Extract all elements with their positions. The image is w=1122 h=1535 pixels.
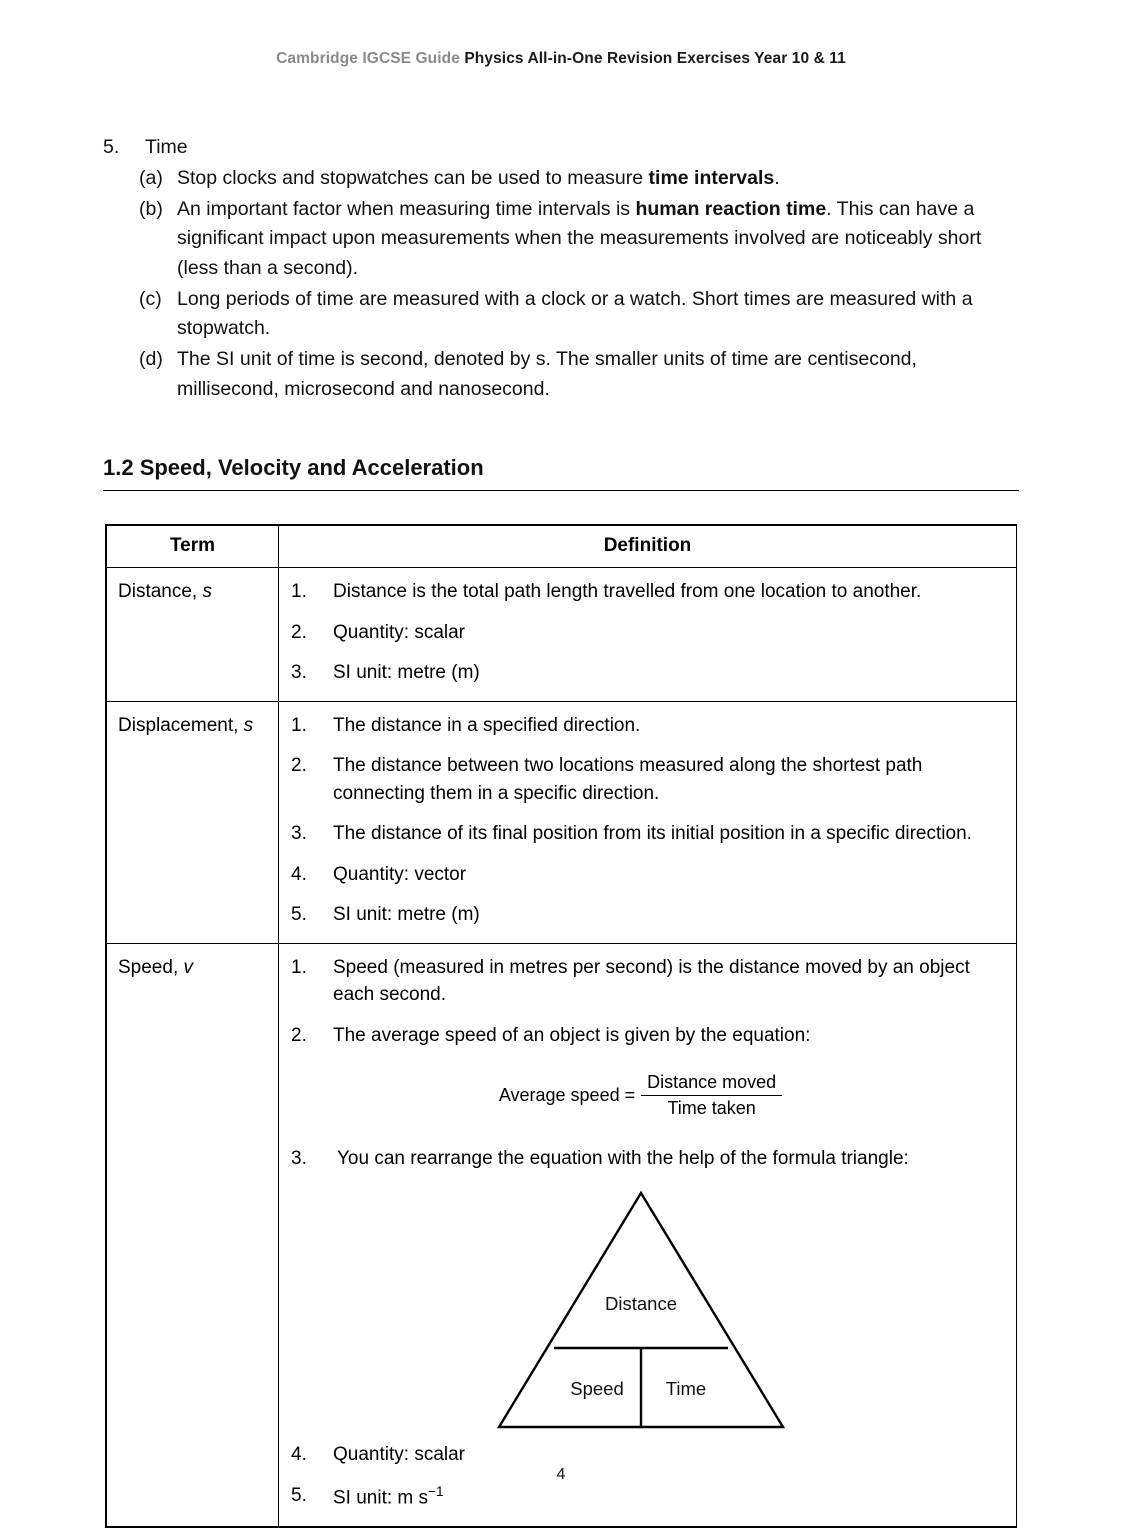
sub-item-text (177, 195, 1019, 284)
header-guide-title: Cambridge IGCSE Guide (276, 50, 465, 67)
definitions-table-wrapper (105, 524, 1017, 1528)
definition-item-text: Speed (measured in metres per second) is the distance moved by an object each second. (333, 956, 970, 1006)
sub-item-label: (a) (139, 167, 163, 190)
term-cell (107, 568, 279, 702)
term-cell (107, 943, 279, 1526)
sub-item-text-after: . This can have a significant impact upon measurements when the measurements involved are noticeably short (less than a second). (177, 197, 982, 280)
column-header-definition: Definition (279, 526, 1017, 568)
sub-item-label: (b) (139, 197, 163, 220)
definition-item-text: The distance in a specified direction. (333, 714, 641, 736)
sub-item-text (177, 164, 1019, 194)
list-item-title: Time (145, 136, 188, 158)
sub-item-text-bold: time intervals (648, 167, 775, 190)
sub-item-text-bold: human reaction time (635, 197, 827, 220)
numbered-content-block (103, 132, 1019, 405)
definition-item-text: You can rearrange the equation with the help of the formula triangle: (337, 1147, 909, 1169)
fraction-denominator: Time taken (667, 1097, 756, 1118)
definition-item-number: 1. (291, 714, 307, 736)
term-symbol: v (183, 956, 194, 978)
definition-item-number: 4. (291, 863, 307, 885)
header-book-title: Physics All-in-One Revision Exercises Year 10 & 11 (464, 50, 846, 67)
definition-item-number: 3. (291, 823, 307, 845)
si-unit-text: SI unit: m s (333, 1486, 429, 1508)
page-number: 4 (556, 1466, 566, 1483)
sub-list (103, 164, 1019, 404)
formula-triangle-svg (491, 1185, 791, 1435)
si-unit-exponent: −1 (428, 1483, 444, 1499)
definition-item (279, 752, 1002, 807)
definition-item-text: SI unit: metre (m) (333, 662, 480, 684)
definition-item-number: 2. (291, 755, 307, 777)
page-header (0, 50, 1122, 68)
definition-item-text: The average speed of an object is given by the equation: (333, 1025, 811, 1047)
sub-item-text-before: An important factor when measuring time intervals is (177, 197, 636, 220)
table-row (107, 568, 1017, 702)
equation-left-side: Average speed = (498, 1084, 636, 1105)
definition-item-number: 2. (291, 1025, 307, 1047)
definition-item-number: 3. (291, 1147, 307, 1169)
definition-item (279, 1441, 1002, 1469)
term-symbol: s (243, 714, 254, 736)
definition-cell (279, 568, 1017, 702)
average-speed-equation (279, 1072, 1002, 1119)
list-item (103, 132, 1019, 162)
equation-fraction (641, 1072, 782, 1119)
sub-item-text-before: Stop clocks and stopwatches can be used to measure (177, 167, 649, 190)
definition-cell (279, 701, 1017, 943)
definition-item-text: Quantity: scalar (333, 1444, 465, 1466)
definition-item (279, 659, 1002, 687)
definition-item (279, 578, 1002, 606)
triangle-bottom-left-label: Speed (569, 1378, 624, 1400)
sub-list-item (103, 164, 1019, 194)
page-footer (0, 1466, 1122, 1484)
term-symbol: s (202, 581, 212, 602)
sub-list-item (103, 285, 1019, 344)
sub-item-text: Long periods of time are measured with a clock or a watch. Short times are measured with a stopwatch. (177, 287, 973, 340)
term-name: Speed, (118, 956, 179, 978)
triangle-top-label: Distance (604, 1293, 677, 1315)
definition-item (279, 1022, 1002, 1050)
section-heading: 1.2 Speed, Velocity and Acceleration (103, 455, 1019, 491)
definition-item-text (333, 1482, 1002, 1512)
table-row (107, 943, 1017, 1526)
definitions-table (106, 525, 1017, 1527)
definition-item-text: Quantity: vector (333, 863, 467, 885)
definition-item-number: 1. (291, 581, 307, 602)
definition-item-number: 5. (291, 904, 307, 926)
term-name: Displacement, (118, 714, 239, 736)
definition-item (279, 619, 1002, 647)
definition-cell (279, 943, 1017, 1526)
sub-item-text: The SI unit of time is second, denoted by s. The smaller units of time are centisecond, millisecond, microsecond and nanosecond. (177, 347, 917, 400)
list-item-number: 5. (103, 136, 120, 158)
definition-item (279, 712, 1002, 740)
table-row (107, 701, 1017, 943)
definition-item-number: 4. (291, 1444, 307, 1466)
definition-item-text: Distance is the total path length travelled from one location to another. (333, 581, 922, 602)
triangle-bottom-right-label: Time (665, 1378, 706, 1400)
table-header-row (107, 526, 1017, 568)
definition-item-text: The distance of its final position from its initial position in a specific direction. (333, 823, 972, 845)
definition-item-text: Quantity: scalar (333, 621, 465, 643)
definition-item (279, 954, 1002, 1009)
term-cell (107, 701, 279, 943)
sub-item-label: (d) (139, 347, 163, 370)
definition-item (279, 901, 1002, 929)
column-header-term: Term (107, 526, 279, 568)
definition-item (279, 861, 1002, 889)
formula-triangle-diagram (279, 1185, 1002, 1435)
definition-item-number: 5. (291, 1484, 307, 1506)
fraction-numerator: Distance moved (641, 1072, 782, 1096)
definition-item (279, 1482, 1002, 1512)
definition-item-number: 3. (291, 662, 307, 684)
definition-item-text: SI unit: metre (m) (333, 904, 480, 926)
sub-list-item (103, 195, 1019, 284)
sub-list-item (103, 345, 1019, 404)
sub-item-text-after: . (774, 167, 780, 190)
definition-item-number: 1. (291, 956, 307, 978)
definition-item (279, 820, 1002, 848)
definition-item (279, 1145, 1002, 1173)
definition-item-number: 2. (291, 621, 307, 643)
definition-item-text: The distance between two locations measured along the shortest path connecting them in a specific direction. (333, 755, 923, 804)
sub-item-label: (c) (139, 287, 162, 310)
term-name: Distance, (118, 581, 198, 602)
